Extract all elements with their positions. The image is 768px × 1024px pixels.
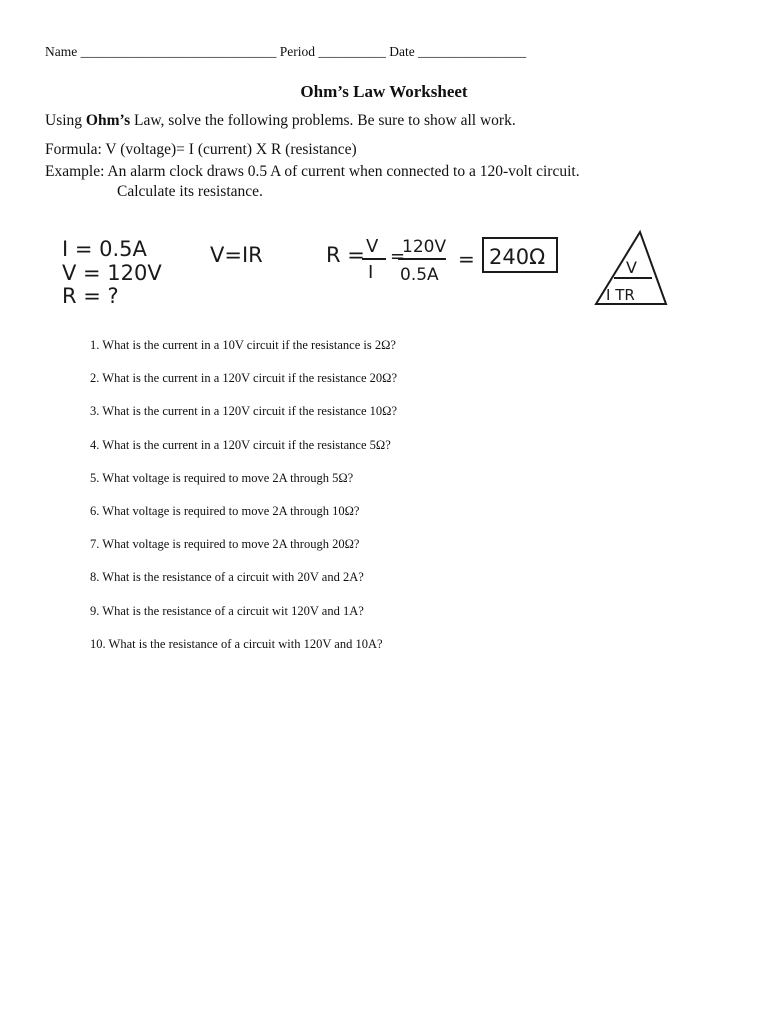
worksheet-title: Ohm’s Law Worksheet	[300, 82, 468, 101]
instructions-bold: Ohm’s	[85, 112, 131, 129]
hw-answer: 240Ω	[489, 245, 546, 269]
handwritten-solution-svg	[0, 220, 768, 320]
question-item: 4. What is the current in a 120V circuit if the resistance 5Ω?	[90, 437, 391, 452]
hw-triangle-bottom: I TR	[606, 286, 635, 304]
hw-eq2: =	[458, 247, 475, 271]
hw-frac1-den: I	[368, 262, 374, 283]
hw-formula: V=IR	[210, 243, 263, 267]
hw-frac2-num: 120V	[402, 237, 447, 257]
hw-frac1-num: V	[366, 236, 379, 257]
example-line-2: Calculate its resistance.	[117, 183, 263, 200]
hw-given-v: V = 120V	[62, 261, 162, 285]
question-item: 3. What is the current in a 120V circuit if the resistance 10Ω?	[90, 404, 397, 419]
question-item: 8. What is the resistance of a circuit with 20V and 2A?	[90, 570, 364, 585]
name-period-date-line: Name _____________________________ Period __________ Date ________________	[45, 44, 527, 59]
hw-given-i: I = 0.5A	[62, 237, 147, 261]
hw-eq1: =	[390, 246, 406, 267]
hw-frac2-den: 0.5A	[400, 265, 439, 285]
question-item: 9. What is the resistance of a circuit wit 120V and 1A?	[90, 603, 364, 618]
question-list	[90, 338, 397, 670]
question-item: 2. What is the current in a 120V circuit if the resistance 20Ω?	[90, 371, 397, 386]
hw-r-equals: R =	[326, 243, 365, 267]
hw-triangle-top: V	[626, 258, 637, 277]
question-item: 5. What voltage is required to move 2A through 5Ω?	[90, 470, 354, 485]
instructions	[45, 112, 516, 130]
question-item: 10. What is the resistance of a circuit with 120V and 10A?	[90, 636, 383, 651]
instructions-post: Law, solve the following problems. Be sure to show all work.	[130, 112, 516, 129]
handwritten-solution	[0, 220, 768, 320]
question-item: 7. What voltage is required to move 2A through 20Ω?	[90, 537, 360, 552]
question-item: 1. What is the current in a 10V circuit if the resistance is 2Ω?	[90, 338, 396, 352]
example-block	[45, 162, 580, 202]
formula-line: Formula: V (voltage)= I (current) X R (resistance)	[45, 141, 357, 158]
hw-given-r: R = ?	[62, 284, 119, 308]
example-line-1: Example: An alarm clock draws 0.5 A of current when connected to a 120-volt circuit.	[45, 163, 580, 180]
instructions-pre: Using	[45, 112, 86, 129]
question-item: 6. What voltage is required to move 2A through 10Ω?	[90, 503, 360, 518]
